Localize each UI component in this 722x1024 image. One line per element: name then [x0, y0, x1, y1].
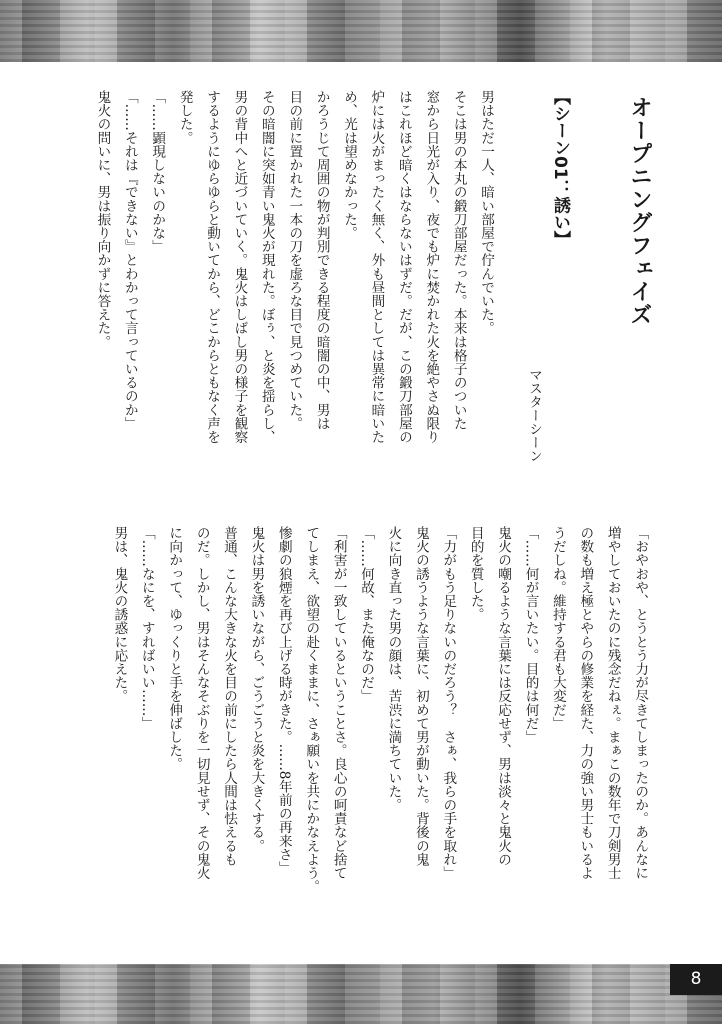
text-line: 炉には火がまったく無く、外も昼間としては異常に暗いた [368, 90, 385, 444]
text-line: 鬼火の問いに、男は振り向かずに答えた。 [94, 90, 111, 349]
text-line: に向かって、ゆっくりと手を伸ばした。 [166, 526, 183, 771]
text-line: 「おやおや、とうとう力が尽きてしまったのか。あんなに [632, 526, 649, 880]
text-line: 鬼火の誘うような言葉に、初めて男が動いた。背後の鬼 [412, 526, 429, 866]
text-line: 鬼火の嘲るような言葉には反応せず、男は淡々と鬼火の [495, 526, 512, 866]
text-line: そこは男の本丸の鍛刀部屋だった。本来は格子のついた [450, 90, 467, 430]
text-line: 男の背中へと近づいていく。鬼火はしばし男の様子を観察 [231, 90, 248, 444]
text-line: 鬼火は男を誘いながら、ごうごうと炎を大きくする。 [248, 526, 265, 853]
scene-heading: 【シーン01：誘い】 [550, 88, 570, 248]
text-line: 「……顕現しないのかな」 [149, 90, 166, 254]
text-line: 「……何故、また俺なのだ」 [358, 526, 375, 703]
text-line: 「利害が一致しているということさ。良心の呵責など捨て [330, 526, 347, 880]
lower-text-block [105, 526, 653, 956]
text-line: 窓から日光が入り、夜でも炉に焚かれた火を絶やさぬ限り [423, 90, 440, 444]
text-line: するようにゆらゆらと動いてから、どこからともなく声を [204, 90, 221, 444]
text-line: のだ。しかし、男はそんなそぶりを一切見せず、その鬼火 [193, 526, 210, 880]
text-line: 「……それは『できない』とわかって言っているのか」 [121, 90, 138, 430]
text-line: 目の前に置かれた一本の刀を虚ろな目で見つめていた。 [286, 90, 303, 430]
text-line: 男は、鬼火の誘惑に応えた。 [111, 526, 128, 703]
text-line: 火に向き直った男の顔は、苦渋に満ちていた。 [385, 526, 402, 812]
text-line: かろうじて周囲の物が判別できる程度の暗闇の中、男は [313, 90, 330, 430]
text-line: 「……何が言いたい。目的は何だ」 [522, 526, 539, 744]
text-line: 男はただ一人、暗い部屋で佇んでいた。 [478, 90, 495, 335]
text-line: 惨劇の狼煙を再び上げる時がきた。……8年前の再来さ」 [275, 526, 292, 875]
upper-text-block [88, 90, 499, 490]
text-line: 目的を質した。 [467, 526, 484, 622]
text-line: 増やしておいたのに残念だねぇ。まぁこの数年で刀剣男士 [604, 526, 621, 880]
text-line: め、光は望めなかった。 [341, 90, 358, 240]
text-line: てしまえ、欲望の赴くままに、さぁ願いを共にかなえよう。 [303, 526, 320, 894]
text-line: うだしね。維持する君も大変だ」 [549, 526, 566, 730]
page-title: オープニングフェイズ [627, 96, 652, 326]
text-line: その暗闇に突如青い鬼火が現れた。ぼぅ、と炎を揺らし、 [258, 90, 275, 444]
bottom-texture-band [0, 964, 722, 1024]
text-line: 「力がもう足りないのだろう？ さぁ、我らの手を取れ」 [440, 526, 457, 880]
text-line: 「……なにを、すればいい……」 [138, 526, 155, 730]
scene-type-label: マスターシーン [526, 368, 542, 463]
text-line: の数も増え極とやらの修業を経た、力の強い男士もいるよ [577, 526, 594, 880]
text-line: 普通、こんな大きな火を目の前にしたら人間は怯えるも [221, 526, 238, 866]
page-number: 8 [670, 964, 722, 995]
text-line: 発した。 [176, 90, 193, 145]
top-texture-band [0, 0, 722, 62]
text-line: はこれほど暗くはならないはずだ。だが、この鍛刀部屋の [395, 90, 412, 444]
